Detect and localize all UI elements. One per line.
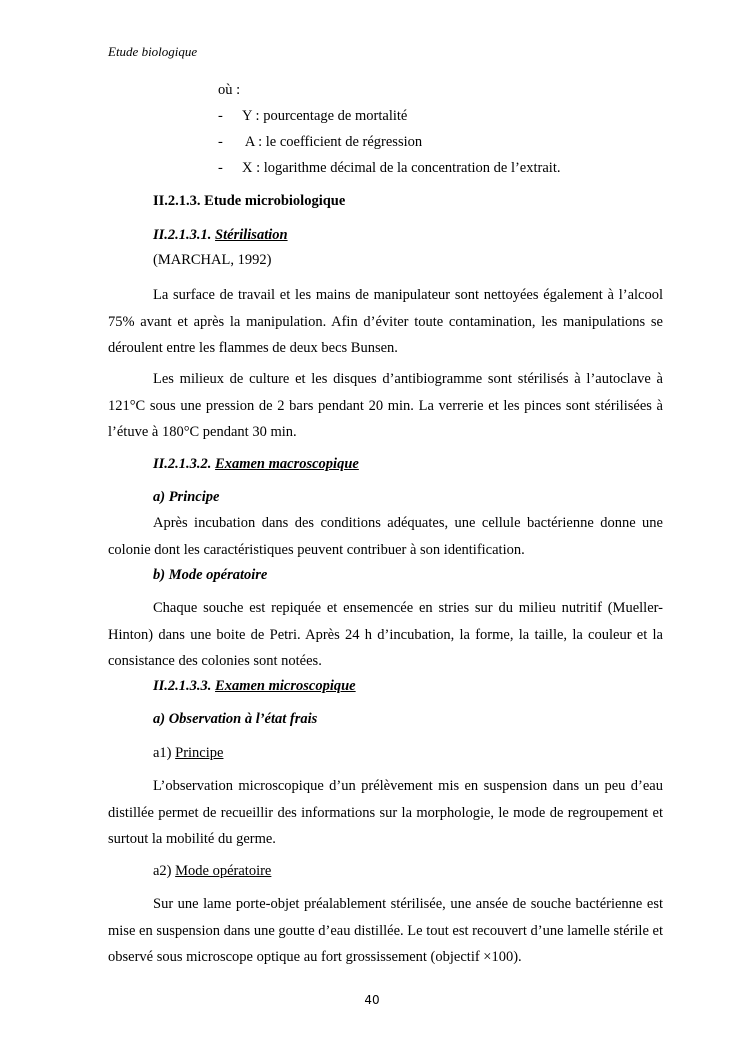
- heading-prefix: a2): [153, 863, 176, 879]
- where-intro: où :: [218, 82, 241, 98]
- heading-prefix: a1): [153, 745, 176, 761]
- paragraph: La surface de travail et les mains de manipulateur sont nettoyées également à l’alcool 75% avant et après la manipulation. Afin d’éviter toute contamination, les manipulations se déroulent entre les flammes de deux becs Bunsen.: [108, 287, 663, 356]
- paragraph: Sur une lame porte-objet préalablement stérilisée, une ansée de souche bactérienne est mise en suspension dans une goutte d’eau distillée. Le tout est recouvert d’une lamelle stérile et observé sous microscope optique au fort grossissement (objectif ×100).: [108, 896, 663, 965]
- subsection-heading: [153, 456, 359, 473]
- heading-title: Mode opératoire: [175, 863, 272, 879]
- subsection-heading: [153, 678, 356, 695]
- paragraph: L’observation microscopique d’un prélèvement mis en suspension dans un peu d’eau distillée permet de recueillir des informations sur la morphologie, le mode de regroupement et surtout la mobilité du germe.: [108, 778, 663, 847]
- heading-number: II.2.1.3.1.: [153, 227, 212, 243]
- list-item: [218, 160, 560, 177]
- list-item-text: Y : pourcentage de mortalité: [242, 108, 408, 124]
- list-item-text: X : logarithme décimal de la concentration de l’extrait.: [242, 160, 561, 176]
- paragraph: Les milieux de culture et les disques d’antibiogramme sont stérilisés à l’autoclave à 121°C sous une pression de 2 bars pendant 20 min. La verrerie et les pinces sont stérilisées à l’étuve à 180°C pendant 30 min.: [108, 371, 663, 440]
- list-item: [218, 134, 422, 151]
- paragraph-heading: [153, 863, 271, 880]
- list-dash: -: [218, 160, 223, 176]
- paragraph-heading: a) Observation à l’état frais: [153, 711, 318, 727]
- heading-title: Stérilisation: [215, 227, 288, 243]
- list-item: [218, 108, 407, 125]
- heading-number: II.2.1.3.2.: [153, 456, 212, 472]
- paragraph-heading: a) Principe: [153, 489, 220, 505]
- paragraph-heading: [153, 745, 223, 762]
- heading-title: Examen microscopique: [215, 678, 356, 694]
- reference: (MARCHAL, 1992): [153, 252, 272, 268]
- paragraph: Après incubation dans des conditions adéquates, une cellule bactérienne donne une colonie dont les caractéristiques peuvent contribuer à son identification.: [108, 515, 663, 558]
- heading-title: Principe: [175, 745, 224, 761]
- list-item-text: A : le coefficient de régression: [242, 134, 423, 150]
- heading-number: II.2.1.3.3.: [153, 678, 212, 694]
- page-number: 40: [364, 993, 380, 1007]
- running-header: Etude biologique: [108, 44, 198, 59]
- subsection-heading: [153, 227, 288, 244]
- section-heading: II.2.1.3. Etude microbiologique: [153, 193, 346, 209]
- paragraph-heading: b) Mode opératoire: [153, 567, 268, 583]
- paragraph: Chaque souche est repiquée et ensemencée en stries sur du milieu nutritif (Mueller-Hinton) dans une boite de Petri. Après 24 h d’incubation, la forme, la taille, la couleur et la consistance des colonies sont notées.: [108, 600, 663, 669]
- heading-title: Examen macroscopique: [215, 456, 359, 472]
- list-dash: -: [218, 108, 223, 124]
- list-dash: -: [218, 134, 223, 150]
